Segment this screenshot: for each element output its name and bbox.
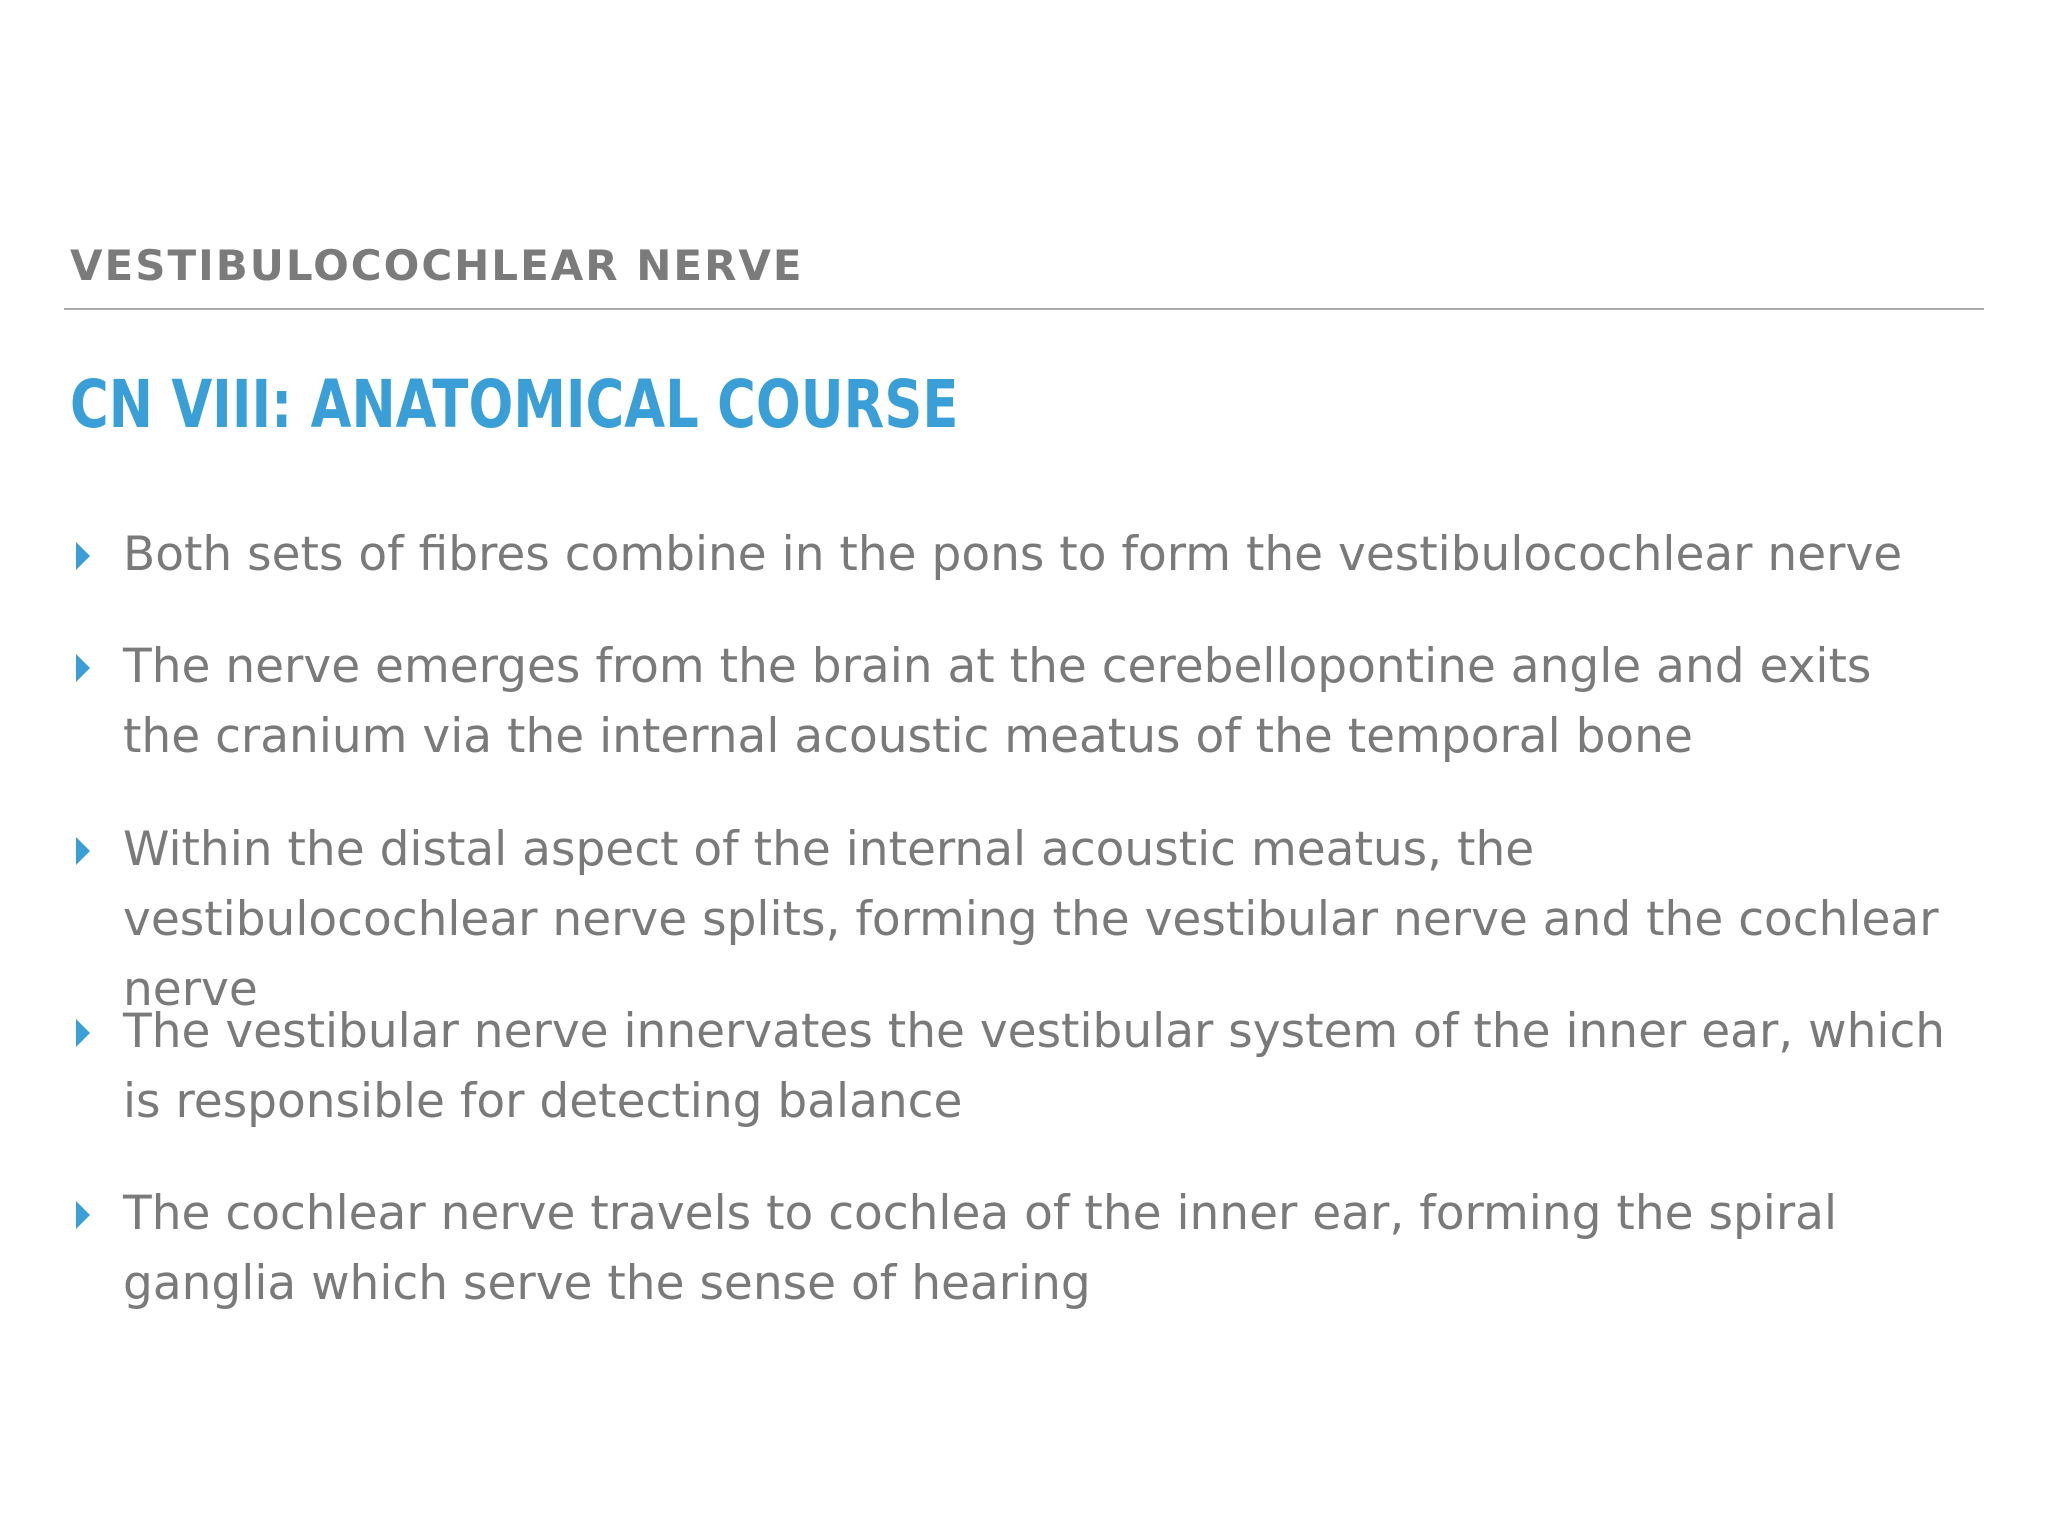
triangle-right-icon — [76, 654, 90, 682]
section-title: VESTIBULOCOCHLEAR NERVE — [70, 241, 804, 290]
triangle-right-icon — [76, 1201, 90, 1229]
bullet-text: The nerve emerges from the brain at the cerebellopontine angle and exits the cranium via the internal acoustic meatus of the temporal bone — [123, 639, 1872, 764]
triangle-right-icon — [76, 837, 90, 865]
bullet-text: The vestibular nerve innervates the vestibular system of the inner ear, which is responsible for detecting balance — [123, 1004, 1946, 1129]
bullet-text: The cochlear nerve travels to cochlea of the inner ear, forming the spiral ganglia which serve the sense of hearing — [123, 1186, 1838, 1311]
triangle-right-icon — [76, 1019, 90, 1047]
bullet-text: Within the distal aspect of the internal acoustic meatus, the vestibulocochlear nerve splits, forming the vestibular nerve and the cochlear nerve — [123, 822, 1939, 1017]
header-divider — [64, 308, 1984, 310]
bullet-text: Both sets of fibres combine in the pons to form the vestibulocochlear nerve — [123, 527, 1903, 582]
triangle-right-icon — [76, 542, 90, 570]
slide-title: CN VIII: ANATOMICAL COURSE — [70, 366, 959, 443]
